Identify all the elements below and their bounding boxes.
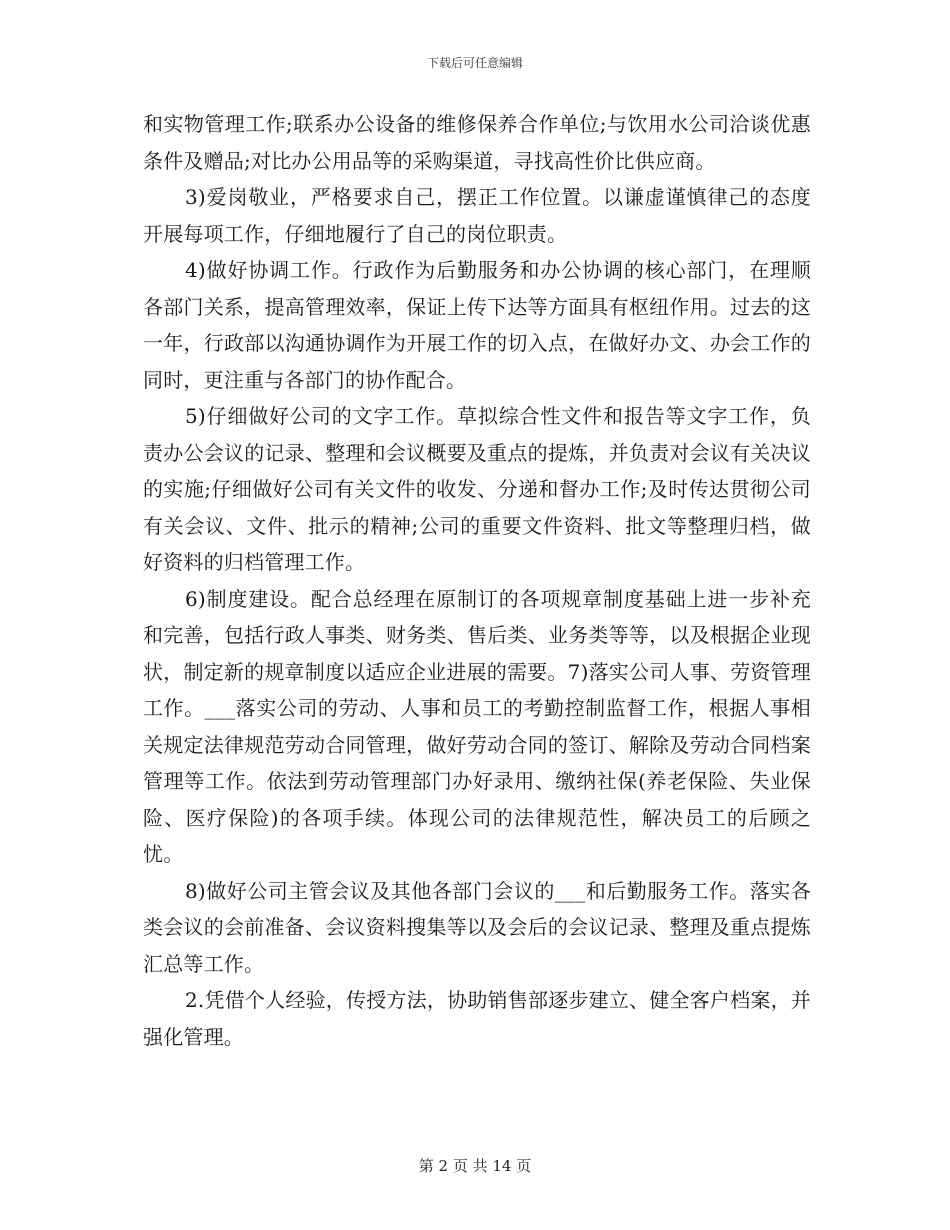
- paragraph-item-5: 5)仔细做好公司的文字工作。草拟综合性文件和报告等文字工作，负责办公会议的记录、整理和会议概要及重点的提炼，并负责对会议有关决议的实施;仔细做好公司有关文件的收发、分递和督办工作;及时传达贯彻公司有关会议、文件、批示的精神;公司的重要文件资料、批文等整理归档，做好资料的归档管理工作。: [143, 404, 811, 574]
- paragraph-continued: 和实物管理工作;联系办公设备的维修保养合作单位;与饮用水公司洽谈优惠条件及赠品;对比办公用品等的采购渠道，寻找高性价比供应商。: [143, 112, 811, 173]
- page-header: 下载后可任意编辑: [426, 56, 523, 70]
- paragraph-item-4: 4)做好协调工作。行政作为后勤服务和办公协调的核心部门，在理顺各部门关系，提高管理效率，保证上传下达等方面具有枢纽作用。过去的这一年，行政部以沟通协调作为开展工作的切入点，在做好办文、办会工作的同时，更注重与各部门的协作配合。: [143, 258, 811, 392]
- page-footer: 第 2 页 共 14 页: [418, 1157, 532, 1175]
- document-body: [143, 106, 811, 1055]
- paragraph-item-3: 3)爱岗敬业，严格要求自己，摆正工作位置。以谦虚谨慎律己的态度开展每项工作，仔细地履行了自己的岗位职责。: [143, 185, 811, 246]
- paragraph-item-8: 8)做好公司主管会议及其他各部门会议的___和后勤服务工作。落实各类会议的会前准备、会议资料搜集等以及会后的会议记录、整理及重点提炼汇总等工作。: [143, 878, 811, 976]
- paragraph-item-6-7: 6)制度建设。配合总经理在原制订的各项规章制度基础上进一步补充和完善，包括行政人事类、财务类、售后类、业务类等等，以及根据企业现状，制定新的规章制度以适应企业进展的需要。7)落实公司人事、劳资管理工作。___落实公司的劳动、人事和员工的考勤控制监督工作，根据人事相关规定法律规范劳动合同管理，做好劳动合同的签订、解除及劳动合同档案管理等工作。依法到劳动管理部门办好录用、缴纳社保(养老保险、失业保险、医疗保险)的各项手续。体现公司的法律规范性，解决员工的后顾之忧。: [143, 586, 811, 866]
- paragraph-section-2: 2.凭借个人经验，传授方法，协助销售部逐步建立、健全客户档案，并强化管理。: [143, 988, 811, 1049]
